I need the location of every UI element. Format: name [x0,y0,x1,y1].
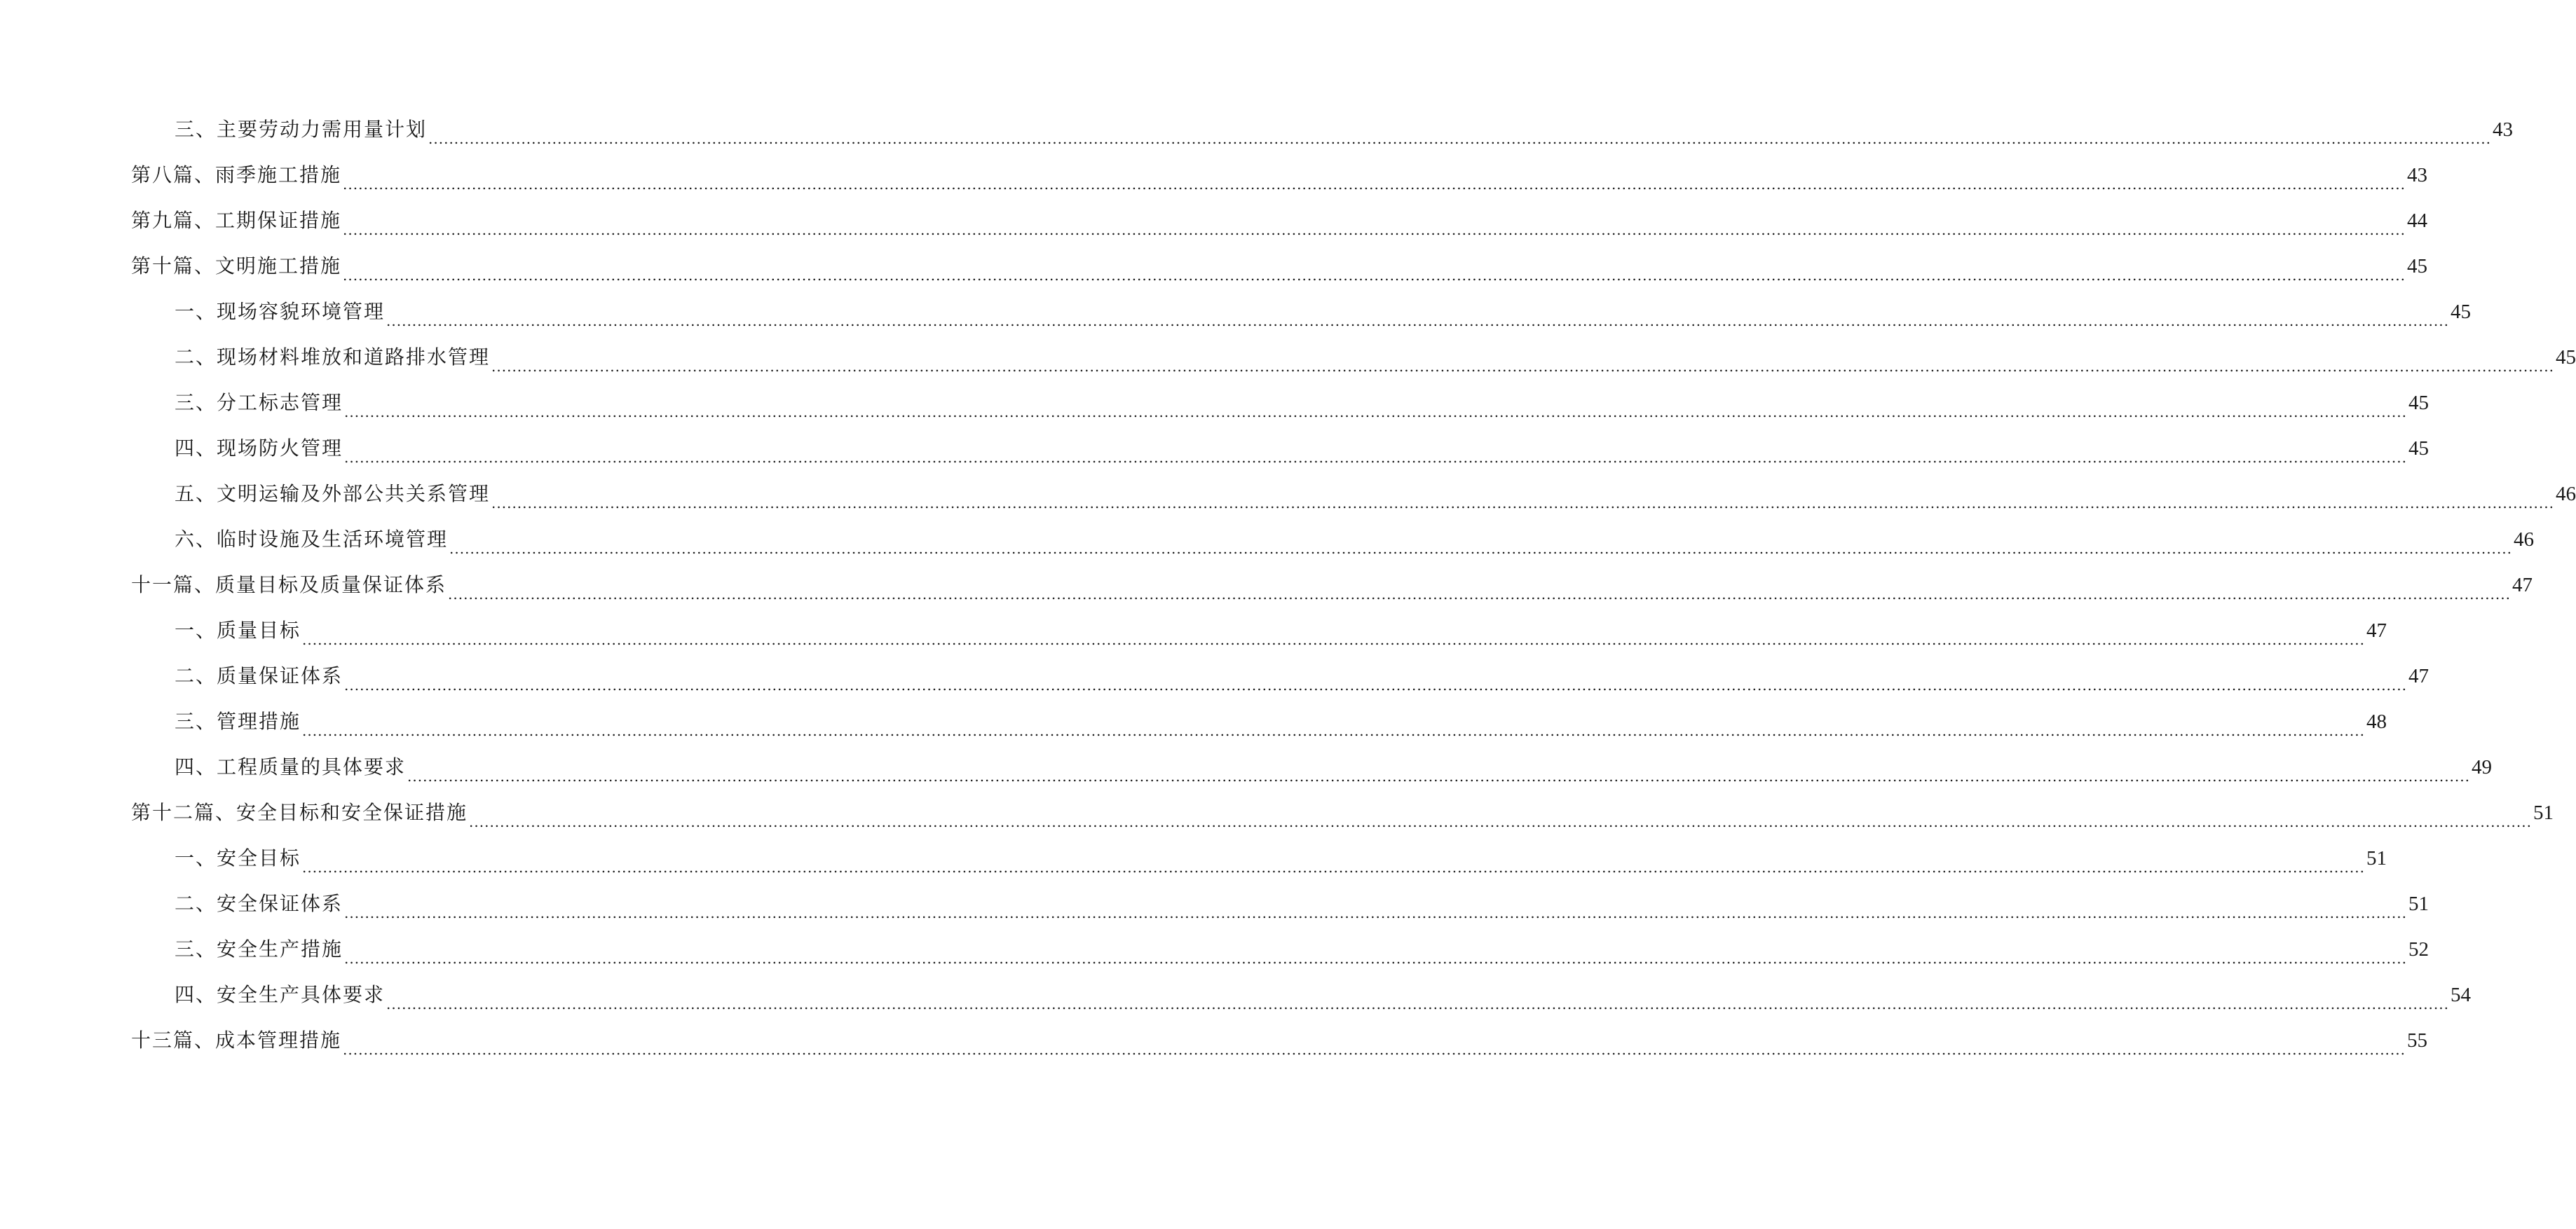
table-of-contents [131,107,2576,1063]
toc-page-number: 45 [2408,391,2429,414]
toc-page-number: 48 [2366,710,2387,733]
toc-entry-title: 十三篇、成本管理措施 [131,1028,342,1052]
toc-dot-leader: ................................................................................................................................................................................................................................................................................................................................................................................................................ [344,677,2407,694]
toc-page-number: 45 [2450,300,2471,323]
toc-entry-title: 四、安全生产具体要求 [175,982,386,1006]
toc-page-number: 51 [2408,892,2429,915]
toc-page-number: 46 [2513,528,2534,551]
toc-dot-leader: ................................................................................................................................................................................................................................................................................................................................................................................................................ [491,495,2554,511]
toc-entry[interactable] [131,607,2387,653]
toc-entry[interactable] [131,243,2427,289]
toc-entry[interactable] [131,835,2387,881]
toc-entry-title: 三、管理措施 [175,709,301,733]
toc-dot-leader: ................................................................................................................................................................................................................................................................................................................................................................................................................ [302,722,2365,739]
toc-page-number: 51 [2366,846,2387,870]
toc-page-number: 54 [2450,983,2471,1006]
toc-dot-leader: ................................................................................................................................................................................................................................................................................................................................................................................................................ [448,586,2511,603]
toc-entry-title: 六、临时设施及生活环境管理 [175,527,449,551]
toc-dot-leader: ................................................................................................................................................................................................................................................................................................................................................................................................................ [386,996,2449,1012]
toc-dot-leader: ................................................................................................................................................................................................................................................................................................................................................................................................................ [449,540,2512,557]
toc-page-number: 47 [2512,573,2533,596]
toc-entry-title: 二、安全保证体系 [175,891,343,915]
toc-dot-leader: ................................................................................................................................................................................................................................................................................................................................................................................................................ [344,404,2407,420]
toc-entry[interactable] [131,653,2429,699]
toc-dot-leader: ................................................................................................................................................................................................................................................................................................................................................................................................................ [386,313,2449,329]
toc-dot-leader: ................................................................................................................................................................................................................................................................................................................................................................................................................ [469,813,2532,830]
toc-dot-leader: ................................................................................................................................................................................................................................................................................................................................................................................................................ [343,221,2406,238]
toc-page-number: 43 [2406,163,2427,186]
toc-page-number: 45 [2406,254,2427,277]
toc-entry[interactable] [131,152,2427,198]
toc-page-number: 44 [2406,209,2427,232]
toc-dot-leader: ................................................................................................................................................................................................................................................................................................................................................................................................................ [302,859,2365,876]
toc-entry[interactable] [131,881,2429,926]
toc-entry-title: 三、分工标志管理 [175,390,343,414]
toc-entry-title: 三、安全生产措施 [175,937,343,961]
toc-page-number: 45 [2408,437,2429,460]
toc-entry[interactable] [131,744,2492,790]
toc-entry-title: 第八篇、雨季施工措施 [131,163,342,186]
toc-entry[interactable] [131,562,2533,607]
toc-entry-title: 四、工程质量的具体要求 [175,755,407,778]
toc-entry-title: 十一篇、质量目标及质量保证体系 [131,572,447,596]
toc-entry[interactable] [131,198,2427,243]
toc-entry[interactable] [131,107,2513,152]
toc-dot-leader: ................................................................................................................................................................................................................................................................................................................................................................................................................ [344,950,2407,967]
toc-entry-title: 四、现场防火管理 [175,436,343,460]
toc-entry-title: 二、现场材料堆放和道路排水管理 [175,345,491,369]
toc-entry[interactable] [131,1017,2427,1063]
toc-page-number: 49 [2471,755,2492,778]
toc-dot-leader: ................................................................................................................................................................................................................................................................................................................................................................................................................ [428,130,2491,147]
toc-entry-title: 二、质量保证体系 [175,664,343,687]
toc-entry-title: 一、安全目标 [175,846,301,870]
toc-page-number: 52 [2408,938,2429,961]
toc-entry-title: 五、文明运输及外部公共关系管理 [175,481,491,505]
toc-page-number: 51 [2533,801,2554,824]
toc-entry[interactable] [131,790,2554,835]
toc-page-number: 55 [2406,1029,2427,1052]
toc-dot-leader: ................................................................................................................................................................................................................................................................................................................................................................................................................ [343,267,2406,284]
toc-dot-leader: ................................................................................................................................................................................................................................................................................................................................................................................................................ [344,905,2407,921]
toc-entry[interactable] [131,972,2471,1017]
toc-entry[interactable] [131,699,2387,744]
toc-entry-title: 第九篇、工期保证措施 [131,208,342,232]
toc-entry-title: 一、现场容貌环境管理 [175,299,386,323]
toc-entry[interactable] [131,334,2576,380]
toc-entry[interactable] [131,471,2576,516]
toc-entry[interactable] [131,289,2471,334]
toc-page-number: 47 [2408,664,2429,687]
toc-entry-title: 第十二篇、安全目标和安全保证措施 [131,800,468,824]
toc-entry[interactable] [131,380,2429,425]
toc-page-number: 47 [2366,619,2387,642]
toc-entry-title: 第十篇、文明施工措施 [131,254,342,277]
toc-entry-title: 三、主要劳动力需用量计划 [175,117,428,141]
toc-entry[interactable] [131,926,2429,972]
toc-entry-title: 一、质量目标 [175,618,301,642]
toc-entry[interactable] [131,516,2534,562]
toc-page-number: 45 [2555,345,2576,369]
toc-entry[interactable] [131,425,2429,471]
toc-dot-leader: ................................................................................................................................................................................................................................................................................................................................................................................................................ [302,631,2365,648]
toc-dot-leader: ................................................................................................................................................................................................................................................................................................................................................................................................................ [343,1041,2406,1058]
toc-dot-leader: ................................................................................................................................................................................................................................................................................................................................................................................................................ [344,449,2407,466]
toc-page-number: 43 [2492,118,2513,141]
toc-page-number: 46 [2555,482,2576,505]
toc-dot-leader: ................................................................................................................................................................................................................................................................................................................................................................................................................ [491,358,2554,375]
toc-dot-leader: ................................................................................................................................................................................................................................................................................................................................................................................................................ [343,176,2406,193]
toc-dot-leader: ................................................................................................................................................................................................................................................................................................................................................................................................................ [407,768,2470,785]
